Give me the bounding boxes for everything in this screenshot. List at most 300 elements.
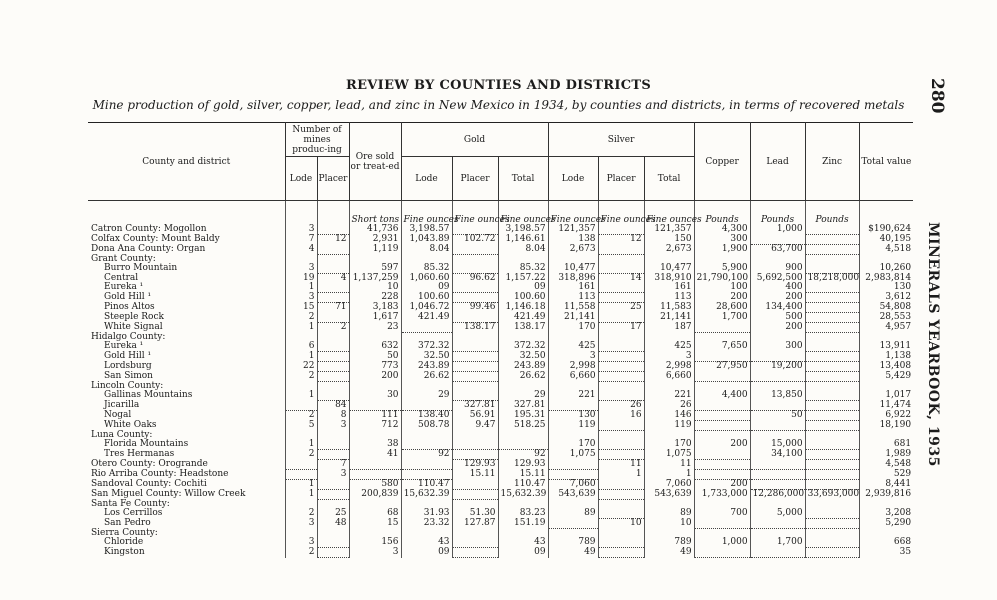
table-cell [452,548,498,558]
silver-header: Silver [548,123,694,157]
table-cell [285,470,317,480]
table-cell [317,529,349,539]
table-cell: 113 [548,293,598,303]
table-cell: 25 [598,303,644,313]
table-row [88,548,913,558]
table-cell [805,342,859,352]
table-cell: 508.78 [401,421,452,431]
table-cell [452,225,498,235]
table-cell [805,509,859,519]
table-cell: 2 [285,313,317,323]
table-cell: 13,408 [859,362,913,372]
table-cell: 146 [644,411,694,421]
table-cell: 4 [317,274,349,284]
table-cell [598,283,644,293]
table-cell [317,372,349,382]
district-name: Los Cerrillos [104,508,163,519]
table-cell: 40,195 [859,235,913,245]
table-cell [452,283,498,293]
table-cell [452,450,498,460]
table-cell: 110.47 [401,480,452,490]
table-cell: $190,624 [859,225,913,235]
table-cell [598,391,644,401]
mines-lode-header: Lode [285,157,317,201]
production-table [88,122,913,558]
table-cell: 138.17 [498,323,548,333]
table-cell: 7 [285,235,317,245]
table-cell: 8.04 [498,245,548,255]
table-cell [805,470,859,480]
table-cell [401,470,452,480]
table-cell [548,519,598,529]
table-cell [598,480,644,490]
table-cell [498,431,548,441]
table-cell: 85.32 [498,264,548,274]
table-cell: 170 [548,440,598,450]
table-cell: 26.62 [401,372,452,382]
table-cell: 6 [285,342,317,352]
table-cell: 41,736 [349,225,401,235]
table-cell: 170 [644,440,694,450]
table-cell: 3,183 [349,303,401,313]
unit-label: Fine ounces [401,201,452,226]
unit-label [317,201,349,226]
table-cell [750,480,805,490]
table-cell: 2 [285,509,317,519]
district-name: Tres Hermanas [104,449,175,459]
unit-label [859,201,913,226]
table-cell: 12 [598,235,644,245]
table-cell: 28,553 [859,313,913,323]
table-cell: 56.91 [452,411,498,421]
table-cell: 1 [285,283,317,293]
table-cell: 1,157.22 [498,274,548,284]
table-cell: 26 [598,401,644,411]
table-cell: 2 [285,411,317,421]
district-name: Eureka ¹ [104,341,144,352]
table-cell: 92 [401,450,452,460]
table-cell: 161 [548,283,598,293]
table-cell [805,303,859,313]
table-cell [750,548,805,558]
table-cell: 15.11 [498,470,548,480]
table-cell: 8 [317,411,349,421]
silver-lode-header: Lode [548,157,598,201]
lead-header: Lead [750,123,805,201]
table-cell [317,333,349,343]
table-cell [317,431,349,441]
table-cell: 121,357 [644,225,694,235]
table-cell [452,245,498,255]
table-cell [349,401,401,411]
district-name: Nogal [104,410,132,420]
district-name: Lordsburg [104,361,152,371]
table-row [88,509,913,519]
table-cell: 30 [349,391,401,401]
table-cell: 2 [317,323,349,333]
county-heading: Santa Fe County: [91,498,170,509]
table-cell: 1 [285,323,317,333]
district-name: San Miguel County: Willow Creek [91,489,246,499]
table-cell: 138 [548,235,598,245]
table-cell: 119 [644,421,694,431]
table-cell [598,293,644,303]
table-cell: 151.19 [498,519,548,529]
table-cell [598,372,644,382]
units-row [88,201,913,226]
table-cell: 3 [285,293,317,303]
table-cell [598,548,644,558]
table-cell: 12,286,000 [750,490,805,500]
table-cell [694,470,750,480]
table-cell [805,255,859,265]
table-cell: 4 [285,245,317,255]
table-cell [694,323,750,333]
table-cell: 327.81 [498,401,548,411]
table-cell: 15 [349,519,401,529]
table-cell [598,245,644,255]
table-row [88,480,913,490]
table-cell [598,500,644,510]
table-cell: 18,190 [859,421,913,431]
table-cell: 1,900 [694,245,750,255]
district-name: Rio Arriba County: Headstone [91,469,229,479]
table-cell: 773 [349,362,401,372]
district-name: Sandoval County: Cochiti [91,479,207,489]
table-cell: 3 [285,538,317,548]
table-row [88,245,913,255]
table-cell: 2,939,816 [859,490,913,500]
table-cell: 1 [285,352,317,362]
table-cell [401,460,452,470]
table-cell [317,342,349,352]
table-cell: 15,000 [750,440,805,450]
table-cell: 789 [548,538,598,548]
table-cell: 130 [859,283,913,293]
table-cell: 900 [750,264,805,274]
table-cell [317,352,349,362]
table-cell: 1,017 [859,391,913,401]
table-row [88,313,913,323]
table-cell [452,352,498,362]
district-name: Chloride [104,537,144,548]
county-heading: Grant County: [91,253,156,264]
table-row [88,460,913,470]
mines-header: Number of mines produc-ing [285,123,349,157]
table-cell: 38 [349,440,401,450]
table-cell [598,440,644,450]
table-cell: 200 [694,293,750,303]
table-cell [452,480,498,490]
table-cell: 200 [750,323,805,333]
table-cell [598,490,644,500]
table-cell: 2,673 [548,245,598,255]
table-cell [750,235,805,245]
table-cell: 71 [317,303,349,313]
table-cell [694,450,750,460]
table-cell [694,519,750,529]
table-cell: 187 [644,323,694,333]
unit-label: Pounds [750,201,805,226]
table-cell: 134,400 [750,303,805,313]
zinc-header: Zinc [805,123,859,201]
gold-lode-header: Lode [401,157,452,201]
table-cell [750,352,805,362]
table-cell: 11 [598,460,644,470]
table-cell [805,548,859,558]
table-row [88,411,913,421]
table-cell: 2,983,814 [859,274,913,284]
table-cell [694,411,750,421]
table-cell [694,401,750,411]
table-row [88,519,913,529]
table-cell: 632 [349,342,401,352]
table-cell: 119 [548,421,598,431]
table-cell: 425 [644,342,694,352]
table-cell: 6,922 [859,411,913,421]
table-cell: 1 [285,440,317,450]
gold-placer-header: Placer [452,157,498,201]
table-cell [805,372,859,382]
table-cell: 425 [548,342,598,352]
table-cell: 10,477 [644,264,694,274]
table-cell: 10 [349,283,401,293]
table-cell: 13,850 [750,391,805,401]
table-cell [317,283,349,293]
table-cell: 300 [750,342,805,352]
table-cell: 700 [694,509,750,519]
county-heading: Luna County: [91,429,153,440]
table-cell: 668 [859,538,913,548]
table-cell: 500 [750,313,805,323]
district-name: Jicarilla [104,400,140,410]
table-cell: 8.04 [401,245,452,255]
table-cell: 1,043.89 [401,235,452,245]
table-cell: 597 [349,264,401,274]
table-cell: 43 [498,538,548,548]
table-cell [598,421,644,431]
district-name: Florida Mountains [104,439,189,450]
table-cell: 372.32 [401,342,452,352]
table-cell: 580 [349,480,401,490]
table-cell [805,352,859,362]
table-cell [548,401,598,411]
unit-label: Fine ounces [644,201,694,226]
table-cell: 12 [317,235,349,245]
table-cell: 3 [285,225,317,235]
table-cell [317,490,349,500]
table-cell: 150 [644,235,694,245]
table-cell [805,333,859,343]
table-cell [452,391,498,401]
table-cell [805,519,859,529]
district-name: San Pedro [104,518,151,528]
district-name: Gallinas Mountains [104,390,193,401]
table-cell: 1,138 [859,352,913,362]
table-cell [317,391,349,401]
table-row [88,450,913,460]
table-cell [805,401,859,411]
table-row [88,323,913,333]
table-cell: 1 [285,480,317,490]
district-name: Otero County: Orogrande [91,459,208,469]
table-cell [452,440,498,450]
table-row [88,303,913,313]
table-cell: 102.72 [452,235,498,245]
table-cell [317,538,349,548]
district-name: White Signal [104,322,163,332]
table-cell: 99.46 [452,303,498,313]
table-cell: 200,839 [349,490,401,500]
table-cell: 31.93 [401,509,452,519]
unit-label: Pounds [694,201,750,226]
table-cell [452,313,498,323]
table-cell: 48 [317,519,349,529]
table-cell: 21,141 [548,313,598,323]
table-cell [694,460,750,470]
table-cell: 170 [548,323,598,333]
table-row [88,362,913,372]
table-cell [805,235,859,245]
table-cell: 543,639 [644,490,694,500]
table-cell: 85.32 [401,264,452,274]
table-cell: 110.47 [498,480,548,490]
district-name: Dona Ana County: Organ [91,244,206,254]
district-name: Burro Mountain [104,263,178,274]
unit-label: Fine ounces [598,201,644,226]
table-cell [452,490,498,500]
table-cell [598,225,644,235]
table-cell: 09 [401,548,452,558]
table-cell: 17 [598,323,644,333]
table-cell [498,440,548,450]
table-cell: 2,673 [644,245,694,255]
table-cell: 2,998 [644,362,694,372]
table-cell: 1,000 [750,225,805,235]
table-cell [452,538,498,548]
table-cell: 1,060.60 [401,274,452,284]
table-row [88,372,913,382]
silver-total-header: Total [644,157,694,201]
table-cell: 2,998 [548,362,598,372]
table-cell: 35 [859,548,913,558]
table-cell [805,323,859,333]
district-name: Colfax County: Mount Baldy [91,234,220,244]
ore-header: Ore sold or treat-ed [349,123,401,201]
table-cell: 789 [644,538,694,548]
gold-header: Gold [401,123,548,157]
table-cell [317,225,349,235]
district-name: Gold Hill ¹ [104,351,152,361]
table-cell: 10,260 [859,264,913,274]
table-cell: 243.89 [498,362,548,372]
table-cell: 23 [349,323,401,333]
table-cell [805,460,859,470]
table-cell: 50 [349,352,401,362]
table-cell: 13,911 [859,342,913,352]
table-cell: 49 [548,548,598,558]
table-cell: 21,790,100 [694,274,750,284]
table-cell: 100.60 [401,293,452,303]
table-cell: 32.50 [401,352,452,362]
table-cell: 2 [285,372,317,382]
table-cell: 4,400 [694,391,750,401]
table-cell [805,391,859,401]
district-name: Central [104,272,139,283]
table-cell: 3,198.57 [498,225,548,235]
table-cell: 28,600 [694,303,750,313]
table-cell [598,509,644,519]
table-cell [805,480,859,490]
table-row [88,235,913,245]
table-cell: 32.50 [498,352,548,362]
table-cell [285,460,317,470]
table-cell [317,480,349,490]
table-cell [598,255,644,265]
table-cell: 129.93 [452,460,498,470]
table-cell: 3 [285,264,317,274]
unit-label [285,201,317,226]
county-heading: Hidalgo County: [91,331,166,342]
table-cell [285,401,317,411]
table-cell: 1,075 [548,450,598,460]
district-name: San Simon [104,371,153,381]
table-cell: 300 [694,235,750,245]
table-cell: 19,200 [750,362,805,372]
table-cell [750,460,805,470]
table-row [88,421,913,431]
table-row [88,470,913,480]
county-heading: Lincoln County: [91,380,164,391]
table-cell: 1,733,000 [694,490,750,500]
table-cell: 111 [349,411,401,421]
page-title: REVIEW BY COUNTIES AND DISTRICTS [345,78,652,93]
table-cell [694,548,750,558]
table-row [88,538,913,548]
table-cell: 5 [285,421,317,431]
table-row [88,391,913,401]
table-cell [317,313,349,323]
table-cell: 5,900 [694,264,750,274]
table-cell [805,283,859,293]
table-cell: 26 [644,401,694,411]
table-cell: 1 [644,470,694,480]
table-cell [805,225,859,235]
table-cell [317,255,349,265]
table-cell: 681 [859,440,913,450]
unit-label: Fine ounces [548,201,598,226]
table-cell: 400 [750,283,805,293]
table-cell [805,529,859,539]
table-cell: 63,700 [750,245,805,255]
table-caption: Mine production of gold, silver, copper, lead, and zinc in New Mexico in 1934, by counties and districts, in terms of recovered metals [92,98,905,112]
table-cell: 3,612 [859,293,913,303]
table-cell [317,362,349,372]
table-cell [805,500,859,510]
table-cell: 4,548 [859,460,913,470]
table-cell: 83.23 [498,509,548,519]
table-cell [805,382,859,392]
table-cell: 1,700 [750,538,805,548]
table-cell [452,342,498,352]
table-cell [694,421,750,431]
table-cell [317,548,349,558]
table-cell: 421.49 [401,313,452,323]
table-cell: 518.25 [498,421,548,431]
unit-label: Pounds [805,201,859,226]
district-name: Pinos Altos [104,302,155,312]
unit-label: Short tons [349,201,401,226]
